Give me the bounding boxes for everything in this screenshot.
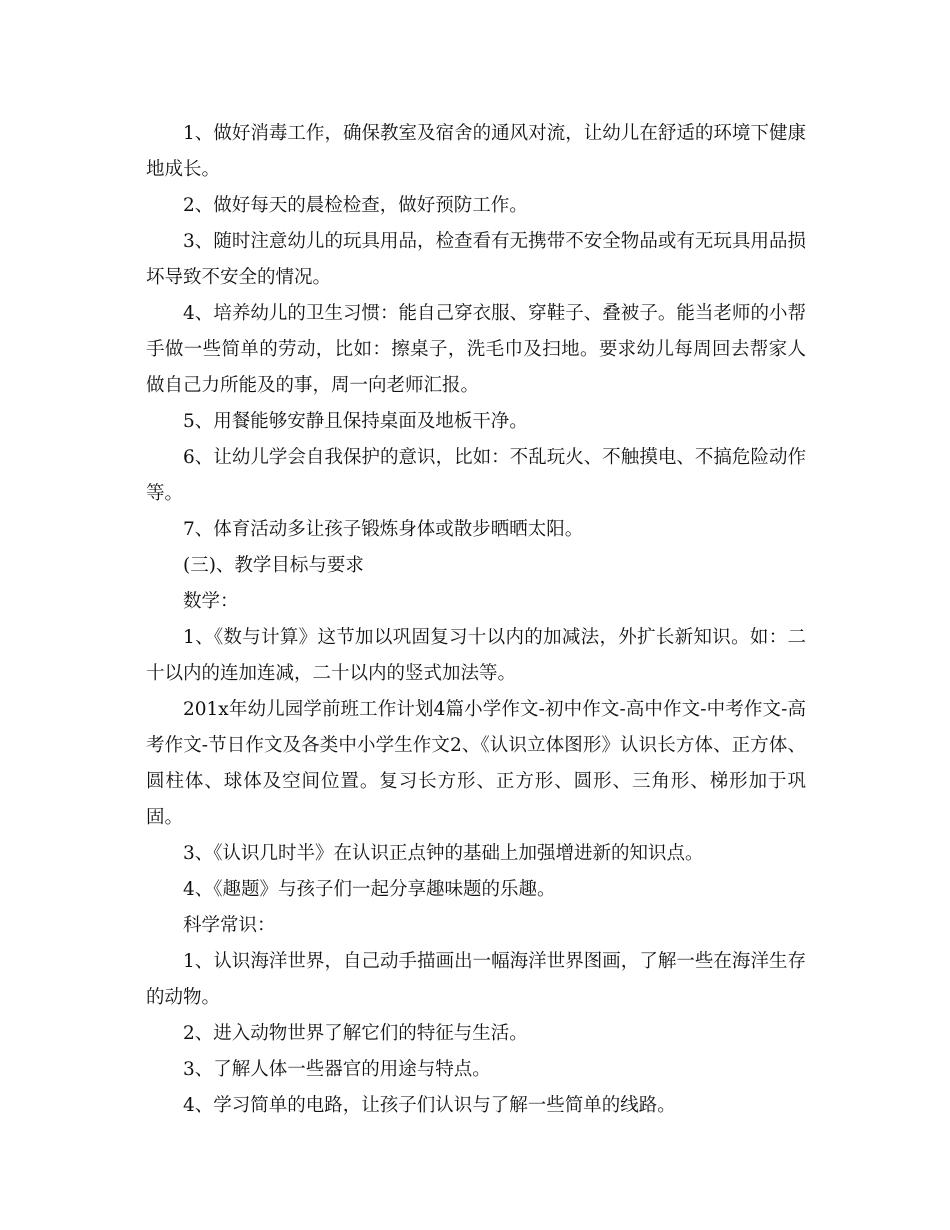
paragraph-science-3: 3、了解人体一些器官的用途与特点。 [183, 1059, 491, 1080]
paragraph-hygiene-3: 3、随时注意幼儿的玩具用品，检查看有无携带不安全物品或有无玩具用品损坏导致不安全的情况。 [146, 231, 806, 288]
section-heading: (三)、教学目标与要求 [183, 555, 364, 576]
paragraph-hygiene-5: 5、用餐能够安静且保持桌面及地板干净。 [183, 411, 528, 432]
paragraph-science-2: 2、进入动物世界了解它们的特征与生活。 [183, 1023, 528, 1044]
paragraph-hygiene-4: 4、培养幼儿的卫生习惯：能自己穿衣服、穿鞋子、叠被子。能当老师的小帮手做一些简单的劳动，比如：擦桌子，洗毛巾及扫地。要求幼儿每周回去帮家人做自己力所能及的事，周一向老师汇报。 [146, 303, 806, 396]
paragraph-science-4: 4、学习简单的电路，让孩子们认识与了解一些简单的线路。 [183, 1095, 676, 1116]
paragraph-hygiene-2: 2、做好每天的晨检检查，做好预防工作。 [183, 195, 528, 216]
paragraph-math-2: 201x年幼儿园学前班工作计划4篇小学作文-初中作文-高中作文-中考作文-高考作文-节日作文及各类中小学生作文2、《认识立体图形》认识长方体、正方体、圆柱体、球体及空间位置。复习长方形、正方形、圆形、三角形、梯形加于巩固。 [146, 699, 806, 828]
paragraph-math-4: 4、《趣题》与孩子们一起分享趣味题的乐趣。 [183, 879, 556, 900]
paragraph-math-1: 1、《数与计算》这节加以巩固复习十以内的加减法，外扩长新知识。如：二十以内的连加连减，二十以内的竖式加法等。 [146, 627, 806, 684]
paragraph-hygiene-7: 7、体育活动多让孩子锻炼身体或散步晒晒太阳。 [183, 519, 584, 540]
subheading-science: 科学常识： [183, 915, 276, 936]
paragraph-math-3: 3、《认识几时半》在认识正点钟的基础上加强增进新的知识点。 [183, 843, 704, 864]
paragraph-hygiene-1: 1、做好消毒工作，确保教室及宿舍的通风对流，让幼儿在舒适的环境下健康地成长。 [146, 123, 806, 180]
paragraph-science-1: 1、认识海洋世界，自己动手描画出一幅海洋世界图画，了解一些在海洋生存的动物。 [146, 951, 806, 1008]
subheading-math: 数学： [183, 591, 239, 612]
paragraph-hygiene-6: 6、让幼儿学会自我保护的意识，比如：不乱玩火、不触摸电、不搞危险动作等。 [146, 447, 806, 504]
document-body [146, 116, 806, 1124]
